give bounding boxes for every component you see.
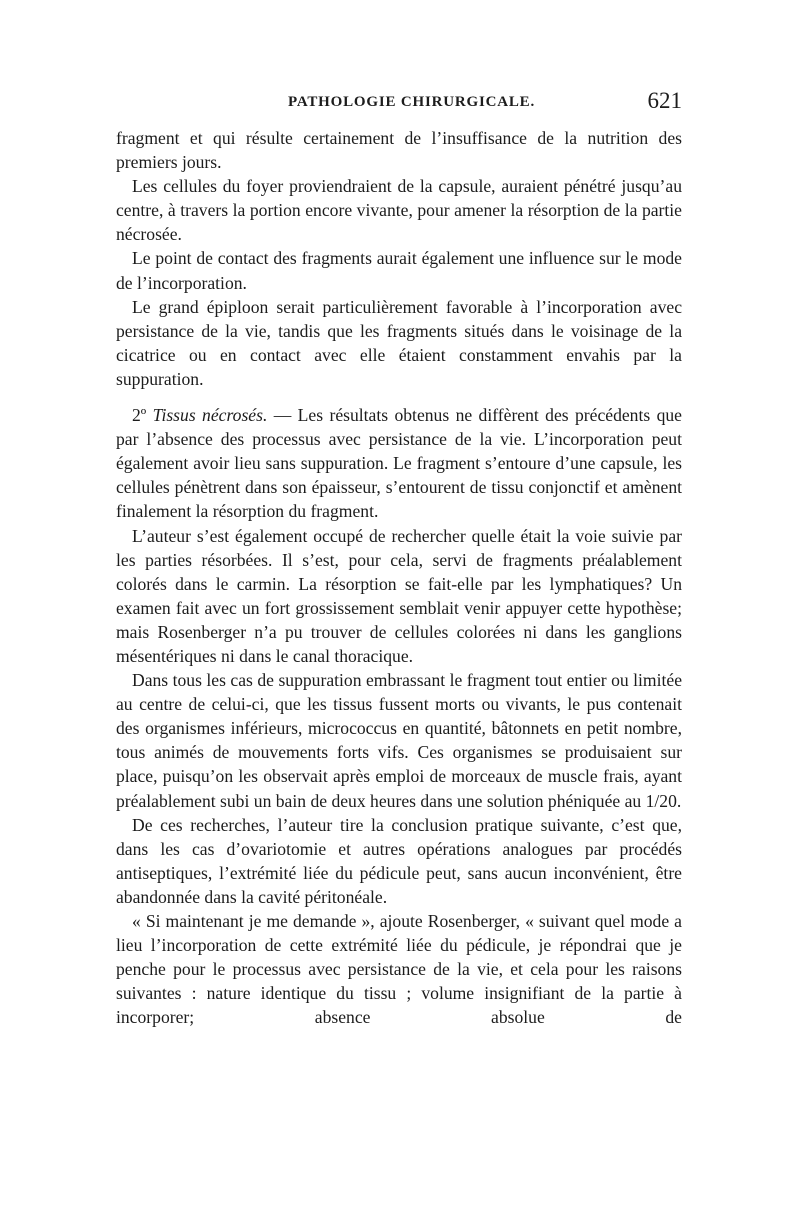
- section-heading: Tissus nécrosés.: [152, 405, 268, 426]
- paragraph-2: Les cellules du foyer proviendraient de la capsule, auraient pénétré jusqu’au centre, à travers la portion encore vivante, pour amener la résorption de la partie nécrosée.: [116, 176, 682, 245]
- paragraph-5: [116, 403, 682, 523]
- page-number: 621: [647, 88, 682, 113]
- page-header: [116, 88, 682, 118]
- paragraph-5-text: — Les résultats obtenus ne diffèrent des précédents que par l’absence des processus avec persistance de la vie. L’incorporation peut également avoir lieu sans suppuration. Le fragment s’entoure d’une capsule, les cellules pénètrent dans son épaisseur, s’entourent de tissu conjonctif et amènent finalement la résorption du fragment.: [116, 405, 682, 522]
- paragraph-1: fragment et qui résulte certainement de l’insuffisance de la nutrition des premiers jours.: [116, 128, 682, 173]
- paragraph-6: L’auteur s’est également occupé de rechercher quelle était la voie suivie par les parties résorbées. Il s’est, pour cela, servi de fragments préalablement colorés dans le carmin. La résorption se fait-elle par les lymphatiques? Un examen fait avec un fort grossissement semblait venir appuyer cette hypothèse; mais Rosenberger n’a pu trouver de cellules colorées ni dans les ganglions mésentériques ni dans le canal thoracique.: [116, 525, 682, 666]
- paragraph-9: « Si maintenant je me demande », ajoute Rosenberger, « suivant quel mode a lieu l’incorporation de cette extrémité liée du pédicule, je répondrai que je penche pour le processus avec persistance de la vie, et cela pour les raisons suivantes : nature identique du tissu ; volume insignifiant de la partie à incorporer; absence absolue de: [116, 911, 682, 1028]
- running-title: PATHOLOGIE CHIRURGICALE.: [288, 94, 536, 110]
- section-number: 2º: [132, 405, 153, 426]
- paragraph-7: Dans tous les cas de suppuration embrassant le fragment tout entier ou limitée au centre de celui-ci, que les tissus fussent morts ou vivants, le pus contenait des organismes inférieurs, micrococcus en quantité, bâtonnets en petit nombre, tous animés de mouvements forts vifs. Ces organismes se produisaient sur place, puisqu’on les observait après emploi de morceaux de muscle frais, ayant préalablement subi un bain de deux heures dans une solution phéniquée au 1/20.: [116, 670, 682, 811]
- paragraph-4: Le grand épiploon serait particulièrement favorable à l’incorporation avec persistance de la vie, tandis que les fragments situés dans le voisinage de la cicatrice ou en contact avec elle étaient constamment envahis par la suppuration.: [116, 296, 682, 389]
- paragraph-3: Le point de contact des fragments aurait également une influence sur le mode de l’incorporation.: [116, 248, 682, 293]
- body-text: [116, 126, 682, 1029]
- paragraph-8: De ces recherches, l’auteur tire la conclusion pratique suivante, c’est que, dans les cas d’ovariotomie et autres opérations analogues par procédés antiseptiques, l’extrémité liée du pédicule peut, sans aucun inconvénient, être abandonnée dans la cavité péritonéale.: [116, 814, 682, 907]
